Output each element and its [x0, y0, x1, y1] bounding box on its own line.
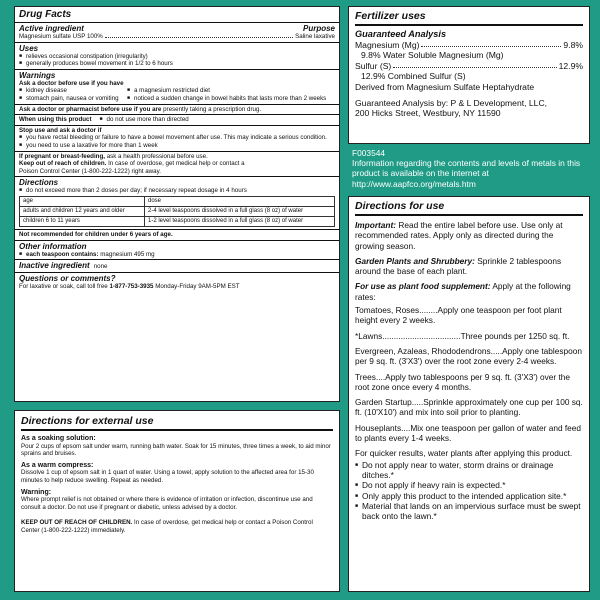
- directions-note: ■ do not exceed more than 2 doses per day; if necessary repeat dosage in 4 hours: [19, 187, 335, 195]
- soak-text: Pour 2 cups of epsom salt under warm, running bath water. Soak for 15 minutes, three times a week, to aid minor sprains and bruises.: [21, 442, 331, 458]
- active-ingredient-section: [15, 22, 339, 42]
- drug-facts-title: Drug Facts: [19, 9, 72, 20]
- quicker-results: For quicker results, water plants after applying this product.: [355, 448, 573, 459]
- startup-rate: Garden Startup.....Sprinkle approximately one cup per 100 sq. ft. (10'X10') and mix into soil prior to planting.: [355, 397, 583, 418]
- when-using-bold: When using this product: [19, 116, 92, 124]
- ask-doctor-heading: Ask a doctor before use if you have: [19, 79, 124, 87]
- use-item: ■ generally produces bowel movement in 1/2 to 6 hours: [19, 60, 335, 68]
- ask-pharmacist-bold: Ask a doctor or pharmacist before use if you are: [19, 105, 162, 113]
- tomatoes-rate: Tomatoes, Roses........Apply one teaspoon per foot plant height every 2 weeks.: [355, 305, 562, 326]
- ingredient-purpose: Saline laxative: [295, 33, 335, 40]
- houseplants-rate: Houseplants....Mix one teaspoon per gallon of water and feed to plants every 1-4 weeks.: [355, 422, 582, 444]
- analysis-by: Guaranteed Analysis by: P & L Development, LLC,: [355, 97, 548, 108]
- directions-use-title: Directions for use: [355, 200, 583, 216]
- warning-item: ■ a magnesium restricted diet: [127, 87, 335, 95]
- warning-item: ■ stomach pain, nausea or vomiting: [19, 95, 127, 103]
- phone-number: 1-877-753-3935: [109, 282, 154, 290]
- other-info-section: [15, 240, 339, 260]
- s-label: Sulfur (S): [355, 60, 392, 71]
- important-text: Read the entire label before use. Use only at recommended rates. Apply only as directed during the growing season.: [355, 220, 563, 251]
- pregnant-keep-out: [15, 151, 339, 177]
- derived-text: Derived from Magnesium Sulfate Heptahydrate: [355, 81, 535, 92]
- table-row: [20, 216, 335, 226]
- important-heading: Important:: [355, 220, 397, 230]
- ask-pharmacist: [15, 104, 339, 115]
- stop-use-heading: Stop use and ask a doctor if: [19, 126, 102, 134]
- questions-section: [15, 272, 339, 292]
- caution-item: ■ Do not apply if heavy rain is expected.*: [355, 480, 583, 490]
- other-info-text: magnesium 495 mg: [100, 250, 155, 258]
- not-recommended-text: Not recommended for children under 6 years of age.: [19, 230, 173, 238]
- other-info-bold: each teaspoon contains:: [26, 250, 99, 258]
- directions-heading: Directions: [19, 178, 59, 188]
- garden-heading: Garden Plants and Shrubbery:: [355, 255, 475, 266]
- when-using: [15, 114, 339, 125]
- other-info-item: [19, 251, 335, 259]
- inactive-heading: Inactive ingredient: [19, 261, 90, 271]
- pregnant-text: ask a health professional before use.: [106, 152, 208, 160]
- metals-note: [352, 148, 592, 189]
- dosage-table: [19, 196, 335, 227]
- trees-rate: Trees....Apply two tablespoons per 9 sq. ft. (3'X3') over the root zone once every 4 months.: [355, 371, 570, 392]
- warning-item: ■ noticed a sudden change in bowel habits that lasts more than 2 weeks: [127, 95, 335, 103]
- stop-use: [15, 125, 339, 151]
- purpose-heading: Purpose: [302, 24, 335, 33]
- s-value: 12.9%: [558, 60, 583, 71]
- external-use-title: Directions for external use: [21, 415, 333, 431]
- table-row: [20, 196, 335, 206]
- table-row: [20, 206, 335, 216]
- warnings-heading: Warnings: [19, 70, 56, 80]
- garden-text: Sprinkle 2 tablespoons around the base of each plant.: [355, 255, 562, 277]
- table-cell: adults and children 12 years and older: [20, 206, 145, 216]
- table-header-age: age: [20, 196, 145, 206]
- mg-value: 9.8%: [563, 39, 583, 50]
- when-using-text: do not use more than directed: [106, 116, 189, 124]
- questions-text: For laxative or soak, call toll free: [19, 282, 108, 290]
- analysis-heading: Guaranteed Analysis: [355, 29, 447, 39]
- inactive-section: [15, 259, 339, 272]
- uses-heading: Uses: [19, 43, 39, 53]
- drug-facts-panel: [14, 6, 340, 402]
- caution-item: ■ Material that lands on an impervious surface must be swept back onto the lawn.*: [355, 501, 583, 522]
- warning-text: Where prompt relief is not obtained or where there is evidence of irritation or infection, discontinue use and consult a doctor. Do not use if pregnant or diabetic, unless advised by a doctor.: [21, 496, 313, 511]
- compress-text: Dissolve 1 cup of epsom salt in 1 quart of water. Using a towel, apply solution to the affected area for 15-30 minutes to help reduce swelling. Repeat as needed.: [21, 469, 314, 484]
- keep-out-bold: Keep out of reach of children.: [19, 160, 107, 168]
- fertilizer-panel: [348, 6, 590, 144]
- lawns-rate: *Lawns..................................Three pounds per 1250 sq. ft.: [355, 330, 570, 341]
- directions-use-panel: [348, 196, 590, 592]
- metals-text: Information regarding the contents and levels of metals in this product is available on the internet at: [352, 158, 581, 179]
- other-info-heading: Other information: [19, 241, 87, 251]
- address: 200 Hicks Street, Westbury, NY 11590: [355, 108, 501, 119]
- when-using-item: ■ do not use more than directed: [99, 116, 189, 124]
- stop-use-item: ■ you need to use a laxative for more than 1 week: [19, 142, 335, 150]
- phone-hours: Monday-Friday 9AM-5PM EST: [155, 282, 240, 290]
- fertilizer-title: Fertilizer uses: [355, 10, 583, 26]
- questions-heading: Questions or comments?: [19, 273, 116, 283]
- external-keep-out-text: In case of overdose, get medical help or contact a Poison Control Center (1-800-222-1222) immediately.: [21, 519, 313, 534]
- table-cell: 2-4 level teaspoons dissolved in a full glass (8 oz) of water: [145, 206, 335, 216]
- metals-code: F003544: [352, 148, 386, 158]
- supplement-heading: For use as plant food supplement:: [355, 281, 491, 292]
- caution-item: ■ Only apply this product to the intended application site.*: [355, 491, 583, 501]
- compress-heading: As a warm compress:: [21, 461, 94, 469]
- keep-out-text: In case of overdose, get medical help or contact a Poison Control Center (1-800-222-1222) right away.: [19, 160, 245, 175]
- s-sub: 12.9% Combined Sulfur (S): [361, 71, 466, 82]
- table-cell: 1-2 level teaspoons dissolved in a full glass (8 oz) of water: [145, 216, 335, 226]
- soak-heading: As a soaking solution:: [21, 435, 96, 442]
- external-use-panel: [14, 410, 340, 592]
- uses-section: [15, 42, 339, 69]
- table-cell: children 6 to 11 years: [20, 216, 145, 226]
- directions-section: [15, 176, 339, 229]
- not-recommended: [15, 229, 339, 240]
- stop-use-item: ■ you have rectal bleeding or failure to have a bowel movement after use. This may indicate a serious condition.: [19, 134, 335, 142]
- ingredient-name: Magnesium sulfate USP 100%: [19, 33, 103, 40]
- ask-pharmacist-text: presently taking a prescription drug.: [163, 105, 262, 113]
- caution-item: ■ Do not apply near to water, storm drains or drainage ditches.*: [355, 460, 583, 481]
- inactive-value: none: [93, 263, 108, 271]
- evergreen-rate: Evergreen, Azaleas, Rhododendrons.....Apply one tablespoon per 9 sq. ft. (3'X3') over the root zone every 2-4 weeks.: [355, 345, 582, 367]
- metals-url[interactable]: http://www.aapfco.org/metals.htm: [352, 178, 476, 189]
- use-item: ■ relieves occasional constipation (irregularity): [19, 53, 335, 61]
- supplement-text: Apply at the following rates:: [355, 281, 571, 302]
- external-keep-out-bold: KEEP OUT OF REACH OF CHILDREN.: [21, 519, 133, 527]
- warnings-section: [15, 69, 339, 104]
- warning-heading: Warning:: [21, 488, 52, 496]
- table-header-dose: dose: [145, 196, 335, 206]
- mg-sub: 9.8% Water Soluble Magnesium (Mg): [361, 50, 504, 61]
- mg-label: Magnesium (Mg): [355, 39, 420, 50]
- active-ingredient-heading: Active ingredient: [19, 24, 84, 33]
- warning-item: ■ kidney disease: [19, 87, 127, 95]
- pregnant-bold: If pregnant or breast-feeding,: [19, 152, 105, 160]
